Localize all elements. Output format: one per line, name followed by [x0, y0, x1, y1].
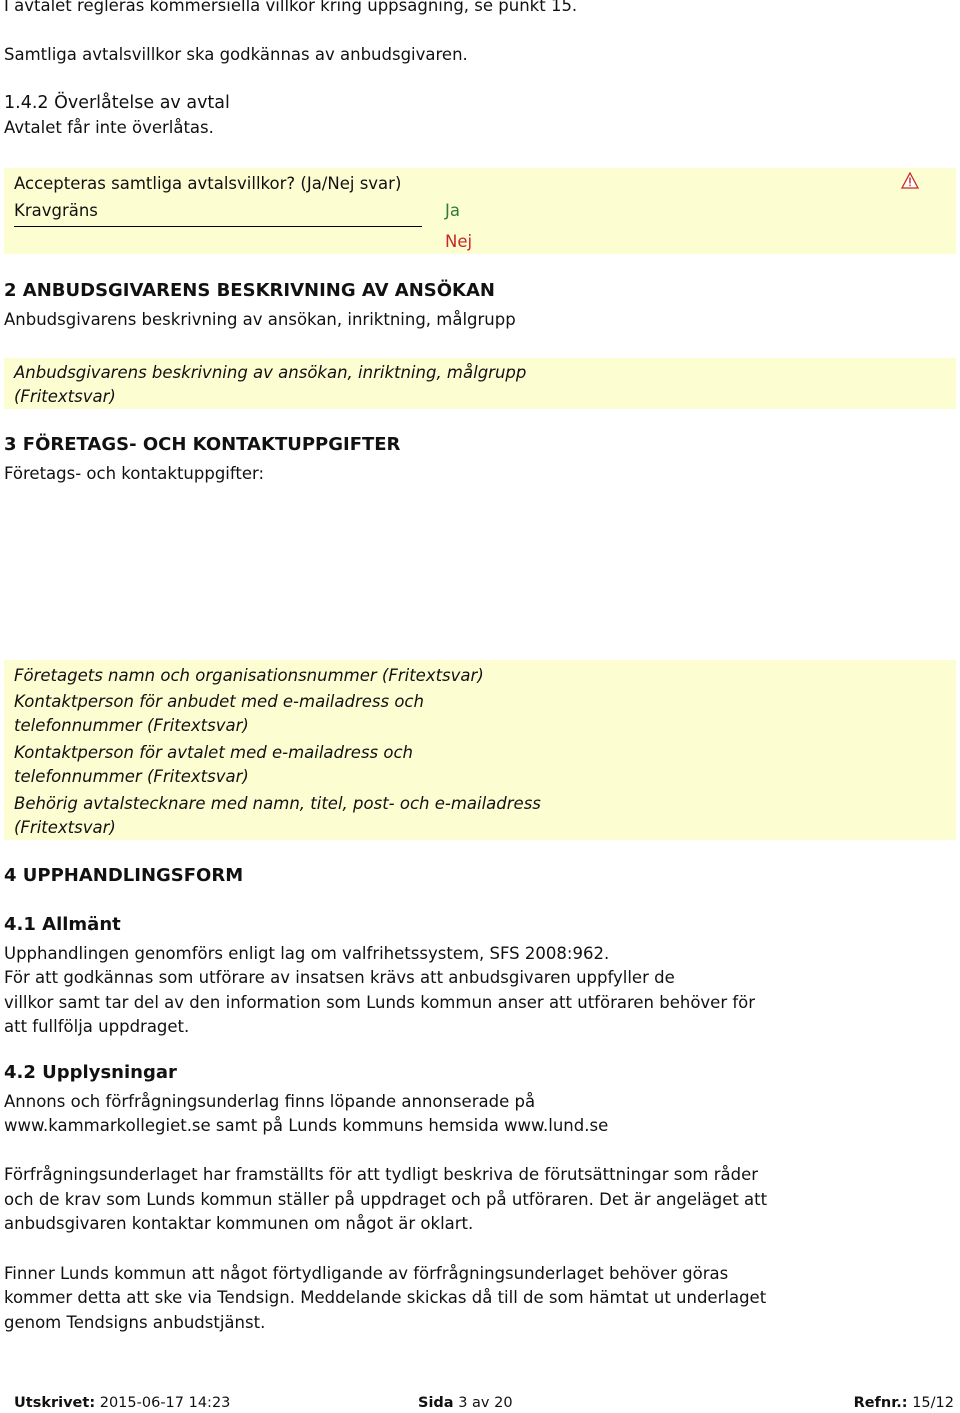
paragraph-line: www.kammarkollegiet.se samt på Lunds kommuns hemsida www.lund.se — [4, 1116, 609, 1135]
section-heading-4: 4 UPPHANDLINGSFORM — [4, 865, 244, 886]
footer-ref — [854, 1393, 954, 1413]
section-text-1-4-2: Avtalet får inte överlåtas. — [4, 118, 214, 137]
question-text — [14, 174, 401, 194]
intro-line-2: Samtliga avtalsvillkor ska godkännas av anbudsgivaren. — [4, 45, 468, 64]
paragraph-line: Förfrågningsunderlaget har framställts för att tydligt beskriva de förutsättningar som råder — [4, 1165, 759, 1184]
paragraph-line: Upphandlingen genomförs enligt lag om valfrihetssystem, SFS 2008:962. — [4, 944, 610, 963]
paragraph-line: att fullfölja uppdraget. — [4, 1017, 190, 1036]
paragraph-line: Finner Lunds kommun att något förtydligande av förfrågningsunderlaget behöver göras — [4, 1264, 729, 1283]
paragraph-line: villkor samt tar del av den information som Lunds kommun anser att utföraren behöver för — [4, 993, 756, 1012]
footer-printed — [14, 1393, 230, 1413]
section-heading-4-2: 4.2 Upplysningar — [4, 1062, 177, 1083]
footer-ref-value: 15/12 — [912, 1395, 954, 1411]
footer-page-label: Sida — [418, 1395, 454, 1411]
section-heading-1-4-2: 1.4.2 Överlåtelse av avtal — [4, 93, 230, 113]
footer-page-value: 3 av 20 — [458, 1395, 513, 1411]
paragraph-line: kommer detta att ske via Tendsign. Meddelande skickas då till de som hämtat ut underlaget — [4, 1288, 767, 1307]
section-sub-3: Företags- och kontaktuppgifter: — [4, 464, 265, 483]
paragraph-line: anbudsgivaren kontaktar kommunen om något är oklart. — [4, 1214, 474, 1233]
section-heading-3: 3 FÖRETAGS- OCH KONTAKTUPPGIFTER — [4, 434, 401, 455]
section-heading-4-1: 4.1 Allmänt — [4, 914, 121, 935]
limit-label: Kravgräns — [14, 201, 98, 220]
paragraph-line: För att godkännas som utförare av insatsen krävs att anbudsgivaren uppfyller de — [4, 968, 675, 987]
paragraph-line: genom Tendsigns anbudstjänst. — [4, 1313, 266, 1332]
section-heading-2: 2 ANBUDSGIVARENS BESKRIVNING AV ANSÖKAN — [4, 280, 495, 301]
freetext-item: Kontaktperson för anbudet med e-mailadress och — [14, 692, 424, 711]
section-sub-2: Anbudsgivarens beskrivning av ansökan, inriktning, målgrupp — [4, 310, 516, 329]
freetext-item: telefonnummer (Fritextsvar) — [14, 767, 249, 786]
freetext-item: Kontaktperson för avtalet med e-mailadress och — [14, 743, 414, 762]
footer-ref-label: Refnr.: — [853, 1395, 908, 1411]
limit-line — [14, 226, 422, 227]
warning-icon — [901, 172, 919, 190]
footer-printed-value: 2015-06-17 14:23 — [99, 1395, 231, 1411]
option-yes[interactable]: Ja — [445, 201, 460, 220]
question-suffix: (Ja/Nej svar) — [300, 174, 402, 193]
paragraph-line: Annons och förfrågningsunderlag finns löpande annonserade på — [4, 1092, 536, 1111]
freetext-label-2: (Fritextsvar) — [14, 387, 116, 406]
freetext-item: (Fritextsvar) — [14, 818, 116, 837]
freetext-item: Företagets namn och organisationsnummer (Fritextsvar) — [14, 666, 484, 685]
footer-printed-label: Utskrivet: — [14, 1395, 96, 1411]
freetext-item: Behörig avtalstecknare med namn, titel, post- och e-mailadress — [14, 794, 541, 813]
paragraph-line: och de krav som Lunds kommun ställer på uppdraget och på utföraren. Det är angeläget att — [4, 1190, 768, 1209]
question-prefix: Accepteras samtliga avtalsvillkor? — [14, 174, 296, 193]
freetext-item: telefonnummer (Fritextsvar) — [14, 716, 249, 735]
freetext-label-1: Anbudsgivarens beskrivning av ansökan, inriktning, målgrupp — [14, 363, 527, 382]
option-no[interactable]: Nej — [445, 232, 473, 251]
footer-page — [418, 1393, 513, 1413]
intro-line-1: I avtalet regleras kommersiella villkor kring uppsägning, se punkt 15. — [4, 0, 578, 15]
